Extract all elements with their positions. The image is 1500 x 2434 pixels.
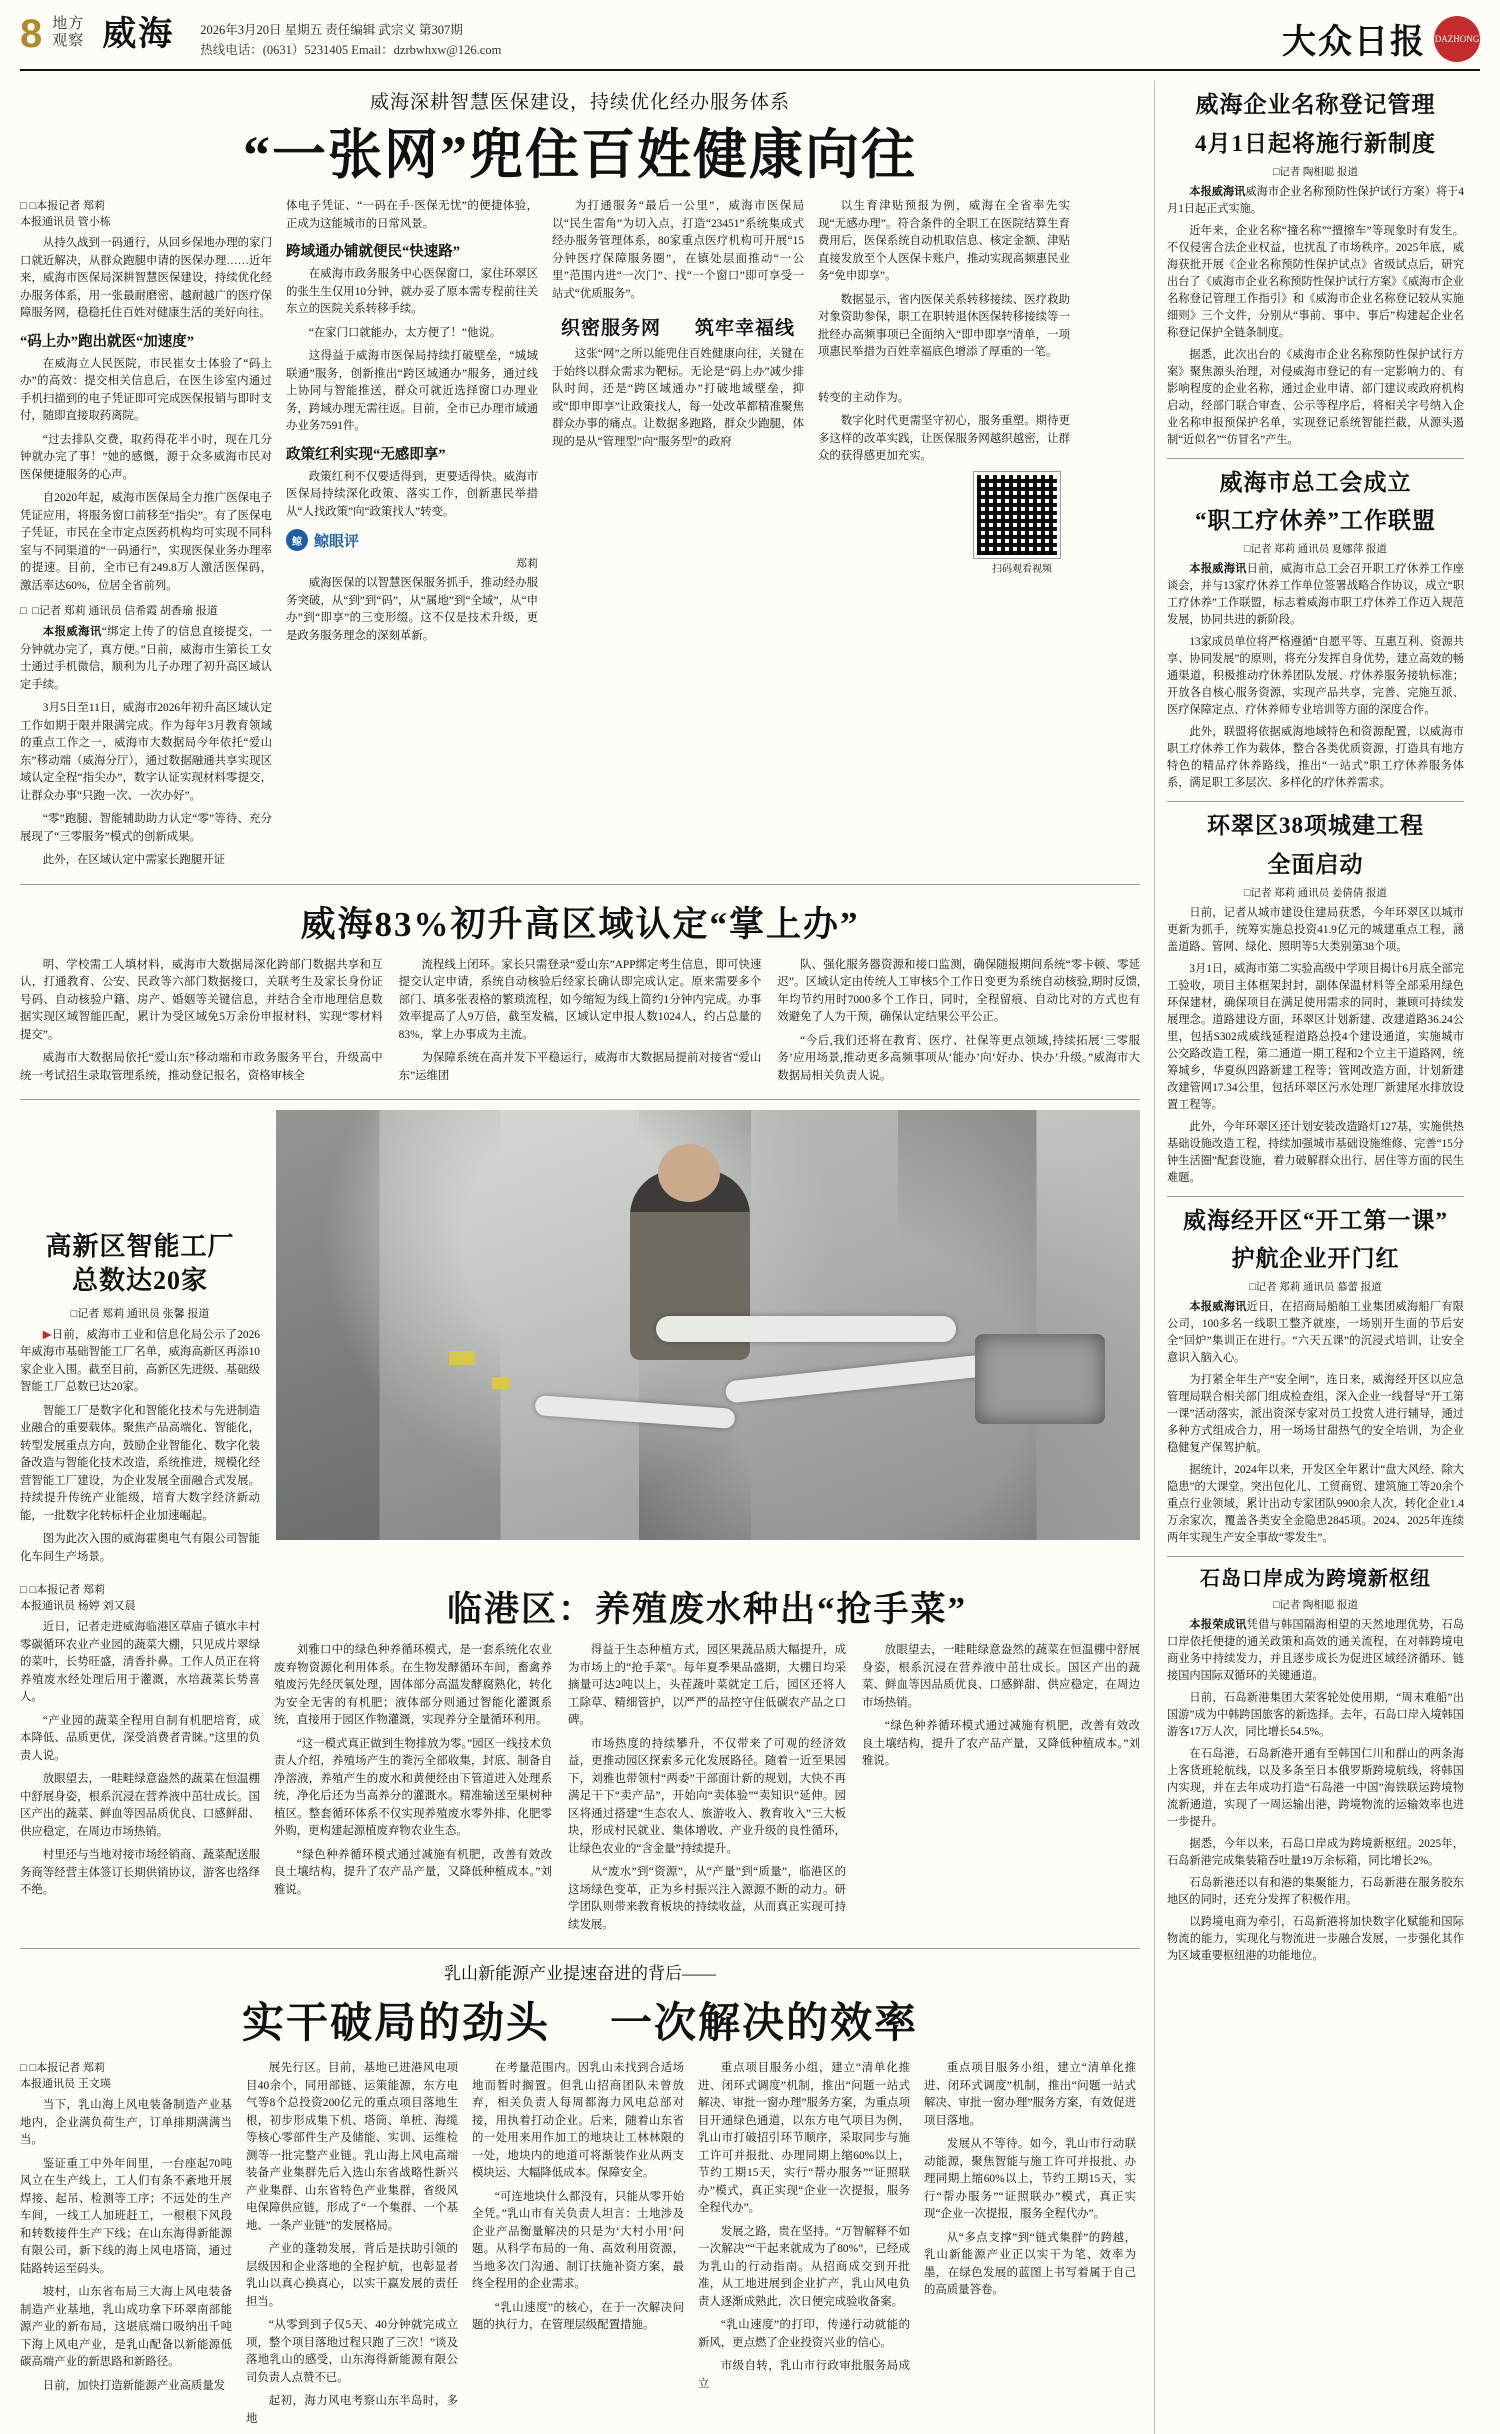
lead-kicker: 威海深耕智慧医保建设，持续优化经办服务体系 (369, 92, 790, 113)
fishery-title: 临港区：养殖废水种出“抢手菜” (446, 1590, 967, 1630)
union-byline: □记者 郑莉 通讯员 夏娜萍 报道 (1244, 544, 1387, 555)
whale-comment-box (286, 529, 538, 645)
huancui-body: 日前，记者从城市建设住建局获悉，今年环翠区以城市更新为抓手，统筹实施总投资41.9亿元的城建重点工程，涵盖道路、管网、绿化、照明等5大类别第38个项。 3月1日，威海市第二实验高级中学项目揭计6月底全部完工验收，项目主体框架封封，副体保温材料等全部采用绿色环保建材，确保项目在满足使用需求的同时，兼顾可持续发展理念。道路建设方面，环翠区计划新建、改建道路36.24公里，包括S302成威线延程道路总投4个建设通道，实施城市公交路改造工程，第二通道一期工程和2个立主干道路网，统筹城乡，华夏纵四路新建工程等；管网改造方面，计划新建改建管网17.34公里，包括环翠区污水处理厂新建尾水排放设置工程等。 此外，今年环翠区还计划安装改造路灯127基，实施供热基础设施改造工程，持续加强城市基础设施维修、完善“15分钟生活圈”配套设施，着力破解群众出行、居住等方面的民生难题。 (1167, 906, 1464, 1184)
bottom-headline-b: 一次解决的效率 (610, 2001, 919, 2048)
lead-text-3: 本报威海讯“绑定上传了的信息直接提交，一分钟就办完了，真方便。”日前，威海市生第长工女士通过手机微信，顺利为儿子办理了初升高区域认定手续。 3月5日至11日，威海市2026年初升高区域认定工作如期于限并限满完成。作为每年3月教育领域的重点工作之一，威海市大数据局今年依托“爱山东”移动端（威海分厅），通过数据融通共享实现区域认定全程“指尖办”，数字认证实现材料零提交，让群众办事“只跑一次、一次办好”。 “零”跑腿、智能辅助助力认定“零”等待、充分展现了“三零服务”模式的创新成果。 此外，在区域认定中需家长跑腿开证 (20, 626, 272, 867)
lead-col-2 (286, 198, 538, 876)
story83-body (20, 957, 1140, 1092)
whale-comment-header (286, 529, 538, 551)
bottom-byline: □ □本报记者 郑莉 本报通讯员 王文瑛 (20, 2060, 232, 2092)
fishery-col-4: 放眼望去，一畦畦绿意盎然的蔬菜在恒温棚中舒展身姿，根系沉浸在营养液中茁壮成长。国区产出的蔬菜、鲜血等因品质优良、口感鲜甜、供应稳定，在周边市场热销。 “绿色种养循环模式通过减施有机肥，改善有效改良土壤结构，提升了农产品产量，又降低种植成本。”刘雅说。 (862, 1644, 1140, 1768)
lead-label: 本报威海讯 (42, 626, 102, 639)
lead-col-4 (818, 198, 1070, 876)
factory-byline: □记者 郑莉 通讯员 张馨 报道 (70, 1307, 210, 1320)
lead-subhead-3: 政策红利实现“无感即享” (286, 446, 446, 463)
masthead-meta (200, 14, 501, 60)
fishery-col-3: 得益于生态种植方式，园区果蔬品质大幅提升，成为市场上的“抢手菜”。每年夏季果品盛期，大棚日均采摘量可达2吨以上，头茬蔬叶菜就定工后，园区还将人工除草、精细管护，以严严的品控守住低碳农产品之口碑。 市场热度的持续攀升，不仅带来了可观的经济效益，更推动园区探索多元化发展路径。随着一近至果园下，刘雅也带领村“两委”干部面计新的规划，大快不再满足干下“卖产品”，开始向“卖体验”“卖知识”延伸。园区将通过搭建“生态农人、旅游收入、教育收入”三大板块，形成村民就业、集体增收、产业升级的良性循环，让绿色农业的“含金量”持续提升。 从“废水”到“资源”，从“产量”到“质量”，临港区的这场绿色变革，正为乡村振兴注入源源不断的动力。研学团队则带来教育板块的持续收益，从而真正实现可持续发展。 (568, 1644, 846, 1931)
kaifaqu-lead-label: 本报威海讯 (1189, 1301, 1247, 1313)
article-enterprise-name-registration (1167, 91, 1464, 449)
page-number-block (20, 14, 174, 54)
whale-text-1: 威海医保的以智慧医保服务抓手，推动经办服务突破，从“到”到“码”，从“属地”到“全域”，从“申办”到“即享”的三变形缀。这不仅是技术升级，更是政务服务理念的深刻革新。 (286, 577, 538, 642)
fishery-lead: 近日，记者走进威海临港区草庙子镇水丰村零碳循环农业产业园的蔬菜大棚，只见成片翠绿的菜叶，长势旺盛，清香扑鼻。工作人员正在将养殖废水经处理后用于灌溉，水培蔬菜长势喜人。 (20, 1621, 260, 1704)
lead-text-1: 从持久战到一码通行，从回乡保地办理的家门口就近解决，从群众跑腿申请的医保办理……近年来，威海市医保局深耕智慧医保建设，持续优化经办服务体系，用一张最耐磨密、越耐越广的医疗保障服务网，稳稳托住百姓对健康生活的美好向往。 (20, 237, 272, 320)
factory-title-line2: 总数达20家 (71, 1265, 208, 1295)
story83-col-3: 队、强化服务器资源和接口监测，确保随报期间系统“零卡顿、零延迟”。区域认定由传统人工审核5个工作日变更为系统自动核验,期时反馈,年均节约用时7000多个工作日，同时，全程留痕、自动比对的方式也有效避免了人为干预，确保认定结果公平公正。 “今后,我们还将在教育、医疗、社保等更点领域,持续拓展‘三零服务’应用场景,推动更多高频事项从‘能办’向‘好办、快办’升级。”威海市大数据局相关负责人说。 (777, 958, 1141, 1082)
union-title-line1: 威海市总工会成立 (1219, 469, 1412, 495)
union-lead-label: 本报威海讯 (1189, 563, 1247, 575)
lead-col-3 (552, 198, 804, 876)
whale-text-2: 这张“网”之所以能兜住百姓健康向往，关键在于始终以群众需求为靶标。无论是“码上办”减少排队时间，还是“跨区域通办”打破地域壁垒，抑或“即申即享”让政策找人，每一处改革都精准聚焦群众办事的痛点。让数据多跑路，群众少跑腿，体现的是从“管理型”向“服务型”的政府 (552, 348, 804, 448)
qr-block[interactable] (818, 472, 1070, 575)
whale-icon: 鲸 (286, 529, 308, 551)
union-title-line2: “职工疗休养”工作联盟 (1195, 508, 1436, 534)
lead-text-5: 在威海市政务服务中心医保窗口，家住环翠区的张生生仅用10分钟，就办妥了原本需专程前往关东立的医院关系转移手续。 “在家门口就能办，太方便了！”他说。 这得益于威海市医保局持续打破壁垒，“城域联通”服务，创新推出“跨区域通办”服务，通过线上协同与智能推送，群众可就近选择窗口办理业务，跨域办理无需往返。目前，全市已办理市域通办业务7591件。 (286, 268, 538, 433)
enterprise-body: 本报威海讯威海市企业名称预防性保护试行方案）将于4月1日起正式实施。 近年来，企业名称“撞名称”“擅擦车”等现象时有发生。不仅侵害合法企业权益，也扰乱了市场秩序。2025年底，威海获批开展《企业名称预防性保护试点》省级试点后，研究出台了《威海市企业名称预防性保护试行方案》《威海市企业名称登记管理工作指引》和《威海市企业名称登记较从实施细则》三个文件，分别从“事前、事中、事后”构建起企业名称登记保护全链条制度。 据悉，此次出台的《威海市企业名称预防性保护试行方案》聚焦源头治理，对侵威海市登记的有一定影响力的、有影响程度的企业名称，通过企业申请、部门建议或政府机构启动，经部门联合审查、公示等程序后，将相关字号纳入企业名称申报预保护名单，实现登记系统智能拦截，从源头遏制“近似名”“仿冒名”产生。 (1167, 185, 1464, 446)
huancui-title-line2: 全面启动 (1267, 851, 1364, 877)
fishery-col-1: “产业园的蔬菜全程用自制有机肥培育，成本降低、品质更优，深受消费者青睐。”这里的负责人说。 放眼望去，一畦畦绿意盎然的蔬菜在恒温棚中舒展身姿，根系沉浸在营养液中茁壮成长。国区产出的蔬菜、鲜血等因品质优良、口感鲜甜、供应稳定，在周边市场热销。 村里还与当地对接市场经销商、蔬菜配送服务商等经营主体签订长期供销协议，游客也络绎不绝。 (20, 1714, 260, 1897)
huancui-title-line1: 环翠区38项城建工程 (1207, 813, 1424, 838)
enterprise-lead-label: 本报威海讯 (1189, 185, 1246, 198)
photo-block (276, 1110, 1140, 1572)
whale-title-b: 筑牢幸福线 (695, 318, 796, 340)
kaifaqu-title-line1: 威海经开区“开工第一课” (1183, 1207, 1448, 1233)
shidao-byline: □记者 陶相聪 报道 (1272, 1600, 1359, 1611)
bottom-col-3: 在考量范围内。因乳山未找到合适场地而暂时搁置。但乳山招商团队未曾放弃，相关负责人每周都海力风电总部对接，用执着打动企业。后来，随着山东省的一处用来用作加工的地块让工林林限的一处，地块内的地道可将渐装作业从两支模块运、大幅降低成本。保障安全。 “可连地块什么都没有，只能从零开始全凭。”乳山市有关负责人坦言：土地涉及企业产品衡量解决的只是为‘大村小用’问题。从科学布局的一角、高效利用资源，当地多次门沟通、制订扶施补资方案，最终全程用的企业需求。 “乳山速度”的核心，在于一次解决问题的执行力，在管理层级配置措施。 (472, 2062, 684, 2332)
region-title: 威海 (102, 16, 175, 53)
photo-cylinder (975, 1334, 1105, 1424)
whale-comment-label: 鲸眼评 (314, 533, 360, 550)
factory-photo (276, 1110, 1140, 1540)
union-body: 本报威海讯日前，威海市总工会召开职工疗休养工作座谈会，并与13家疗休养工作单位签署战略合作协议，成立“职工疗休养”工作联盟，标志着威海市职工疗休养工作迈入规范发展，协同共进的新阶段。 13家成员单位将严格遵循“自愿平等、互惠互利、资源共享、协同发展”的原则，将充分发挥自身优势，建立高效的畅通渠道，积极推动疗休养团队发展、疗休养服务接轨标准；开放各自核心服务资源，实现产品共享，完善、完施互派、医疗保障定点、疗休养师专业培训等方面的深度合作。 此外，联盟将依据威海地域特色和资源配置，以威海市职工疗休养工作为载体，整合各类优质资源，打造具有地方特色的精品疗休养路线，推出“一站式”职工疗休养服务体系，满足职工多层次、多样化的疗休养需求。 (1167, 563, 1464, 789)
qr-code-icon[interactable] (974, 472, 1060, 558)
lead-triangle-icon: ▶ (42, 1328, 52, 1341)
bottom-col-2: 展先行区。目前，基地已进港风电项目40余个，同用部链、运策能源，东方电气等8个总投资200亿元的重点项目落地生根，初步形成集下机、塔筒、单桩、海缆等核心零部件生产及储能、实训、运维检测等一批完整产业链。乳山海上风电高端装备产业集群先后入选山东省战略性新兴产业集群、山东省特色产业集群，省级风电保障供应链，形成了“一个集群、一个基地、一条产业链”的发展格局。 产业的蓬勃发展，背后是扶助引领的层级因和企业落地的全程护航，也彰显者乳山以真心换真心，以实干赢发展的责任担当。 “从零到到子仅5天、40分钟就完成立项，整个项目落地过程只跑了三次！”谈及落地乳山的感受，山东海得新能源有限公司负责人点赞不已。 起初，海力风电考察山东半岛时，多地 (246, 2062, 458, 2425)
right-rail (1154, 81, 1464, 2434)
lead-byline: □ □本报记者 郑莉 本报通讯员 管小栋 (20, 198, 272, 230)
bottom-kicker: 乳山新能源产业提速奋进的背后—— (444, 1964, 716, 1984)
factory-title-line1: 高新区智能工厂 (45, 1232, 235, 1262)
kaifaqu-byline: □记者 郑莉 通讯员 慕蕾 报道 (1249, 1282, 1382, 1293)
article-kaifaqu-first-class (1167, 1207, 1464, 1548)
story83-title: 威海83%初升高区域认定“掌上办” (300, 904, 860, 944)
lead-text-6: 政策红利不仅要适得到，更要适得快。威海市医保局持续深化政策、落实工作，创新惠民举措从“人找政策”向“政策找人”转变。 (286, 470, 538, 518)
bottom-headline-a: 实干破局的劲头 (241, 2001, 550, 2048)
whale-text-3: 转变的主动作为。 数字化时代更需坚守初心，服务重塑。期待更多这样的改革实践，让医保服务网越织越密，让群众的获得感更加充实。 (818, 391, 1070, 463)
date-line: 2026年3月20日 星期五 责任编辑 武宗义 第307期 (200, 23, 463, 37)
bottom-text-1: 当下，乳山海上风电装备制造产业基地内，企业满负荷生产，订单排期满满当当。 鉴证重工中外年间里，一台座起70吨风立在生产线上，工人们有条不紊地开展焊接、起吊、检测等工序；不远处的生产车间，一线工人加班赶工，一根根下风段和转数接件生产下线；在山东海得新能源有限公司，新下线的海上风电塔筒，通过陆路转运至码头。 坡村，山东省布局三大海上风电装备制造产业基地，乳山成功拿下环翠南部能源产业的新布局，这堪底端口吸纳出千吨下海上风电产业，是乳山配备以新能源低碳高端产业的新思路和新路径。 日前，加快打造新能源产业高质量发 (20, 2099, 232, 2392)
article-huancui-projects (1167, 812, 1464, 1187)
whale-title-a: 织密服务网 (560, 318, 661, 340)
factory-article (20, 1110, 260, 1572)
lead-col-1 (20, 198, 272, 876)
lead-subhead-1: “码上办”跑出就医“加速度” (20, 333, 194, 350)
masthead (20, 14, 1480, 71)
lead-text-2: 在威海立人民医院，市民崔女士体验了“码上办”的高效：提交相关信息后，在医生诊室内通过手机扫描到的电子凭证即可完成医保报销与即时支付，随即直接取药离院。 “过去排队交费，取药得花半小时，现在几分钟就办完了事！”她的感慨，源于众多威海市民对医保便捷服务的心声。 自2020年起，威海市医保局全力推广医保电子凭证应用，将服务窗口前移至“指尖”。有了医保电子凭证，市民在全市定点医药机构均可实现不同科室与不同渠道的“一码通行”，实现医保业务办理率的提速。目前，全市已有249.8万人激活医保码，激活率达60%，位居全省前列。 (20, 357, 272, 592)
enterprise-byline: □记者 陶相聪 报道 (1272, 166, 1359, 178)
newspaper-logo (1282, 14, 1480, 63)
qr-caption: 扫码观看视频 (992, 563, 1052, 575)
bottom-col-5: 重点项目服务小组，建立“清单化推进、闭环式调度”机制，推出“问题一站式解决、审批一窗办理”服务方案，有效促进项目落地。 发展从不等待。如今，乳山市行动联动能源，聚焦智能与施工许可并报批、办理同期上缩60%以上，节约工期15天，实行“帮办服务”“证照联办”模式，真正实现“企业一次提报，服务全程代办”。 从“多点支撑”到“链式集群”的跨越，乳山新能源产业正以实干为笔、效率为墨，在绿色发展的蓝图上书写着属于自己的高质量答卷。 (924, 2062, 1136, 2297)
fishery-byline-block (20, 1582, 260, 1940)
page-number: 8 (20, 12, 43, 56)
lead-headline: “一张网”兜住百姓健康向往 (243, 125, 917, 185)
shidao-body: 本报荣成讯凭借与韩国隔海相望的天然地理优势，石岛口岸依托便捷的通关政策和高效的通关流程，在对韩跨境电商业务中持续发力，并且逐步成长为促进区域经济循环、链接国内国际双循环的关键通道。 日前，石岛新港集团大荣客轮处使用期，“周末难船”出国游”成为中韩跨国旅客的新选择。去年，石岛口岸入境韩国游客17万人次，同比增长54.5%。 在石岛港，石岛新港开通有至韩国仁川和群山的两条海上客货班轮航线，以及多条至日本俄罗斯跨境航线，将韩国内实现，并在去年成功打造“石岛港一中国”海铁联运跨境物流新通道，实现了一周运输出港，跨境物流的运输效率也进一步提升。 据悉，今年以来，石岛口岸成为跨境新枢纽。2025年，石岛新港完成集装箱吞吐量19万余标箱，同比增长2%。 石岛新港还以有和港的集聚能力，石岛新港在服务胶东地区的同时，还充分发挥了积极作用。 以跨境电商为牵引，石岛新港将加快数字化赋能和国际物流的能力，实现化与物流进一步融合发展，一步强化其作为区域重要枢纽港的功能地位。 (1167, 1619, 1464, 1962)
whale-title (552, 313, 804, 340)
photo-pipe-1 (656, 1316, 956, 1342)
fishery-col-2: 刘雅口中的绿色种养循环模式，是一套系统化农业废弃物资源化利用体系。在生物发酵循环车间，畜禽养殖废污先经厌氧处理，固体部分高温发酵腐熟化，转化为安全无害的有机肥；液体部分则通过智能化灌溉系统，直接用于园区作物灌溉，实现养分全量循环利用。 “这一模式真正做到生物排放为零。”园区一线技术负责人介绍，养殖场产生的粪污全部收集，封底、制备自净溶液，养殖产生的废水和黄便经由下管道进入处理系统，净化后还为当高养分的灌溉水。精准输送至果树种植区。整套循环体系不仅实现养殖废水零外排、化肥零外购，更构建起源植废弃物农业生态。 “绿色种养循环模式通过减施有机肥，改善有效改良土壤结构，提升了农产品产量，又降低种植成本。”刘雅说。 (274, 1644, 552, 1896)
main-content (20, 81, 1140, 2434)
story83-col-2: 流程线上闭环。家长只需登录“爱山东”APP绑定考生信息，即可快速提交认定申请，系统自动核验后经家长确认即完成认定。原来需要多个部门、填多张表格的繁琐流程，如今缩短为线上简约1分钟内完成。办事效率提高了人9万倍，截至发稿，区域认定申报人数1024人，约占总量的83%，掌上办事成为主流。 为保障系统在高并发下平稳运行，威海市大数据局提前对接省“爱山东”运维团 (398, 958, 762, 1082)
factory-text: ▶日前，威海市工业和信息化局公示了2026年威海市基础智能工厂名单，威海高新区再添10家企业入围。截至目前，高新区先进级、基础级智能工厂总数已达20家。 智能工厂是数字化和智能化技术与先进制造业融合的重要载体。聚焦产品高端化、智能化，转型发展重点方向，鼓励企业智能化、数字化装备改造与智能化技术改造，系统推进，规模化经营智能工厂建设，为企业发展全面融合式发展。持续提升传统产业能级，培育大数字经济新动能，一批数字化转标杆企业加速崛起。 图为此次入围的威海霍奥电气有限公司智能化车间生产场景。 (20, 1328, 260, 1563)
contact-line: 热线电话：(0631）5231405 Email：dzrbwhxw@126.com (200, 43, 502, 57)
bottom-headline (20, 1990, 1140, 2050)
fishery-byline: □ □本报记者 郑莉 本报通讯员 杨婷 刘又晨 (20, 1582, 260, 1614)
kaifaqu-body: 本报威海讯近日，在招商局船舶工业集团威海船厂有限公司，100多名一线职工整齐就座，一场别开生面的节后安全“回炉”集训正在进行。“六天五课”的沉浸式培训，让安全意识入脑入心。 为打紧全年生产“安全闸”，连日来，威海经开区以应急管理局联合相关部门组成检查组，深入企业一线督导“开工第一课”活动落实，派出资深专家对员工投赏人进行辅导，通过多种方式组成合力，用一场场甘甜热气的安全培训，为企业稳健复产保驾护航。 据统计，2024年以来，开发区全年累计“盘大风经、除大隐患”的大课堂。突出包化儿、工贸商贸、建筑施工等20余个重点行业领域，累计出动专家团队9900余人次，转化企业1.4万余家次，覆盖各类安全金隐患2845项。2024、2025年连续两年实现生产安全事故“零发生”。 (1167, 1301, 1464, 1544)
kaifaqu-title-line2: 护航企业开门红 (1231, 1246, 1400, 1272)
bottom-col-1 (20, 2060, 232, 2434)
photo-marker-1 (449, 1351, 475, 1365)
huancui-byline: □记者 郑莉 通讯员 姜倩倩 报道 (1244, 887, 1387, 899)
lead-text-4: 体电子凭证、“一码在手·医保无忧”的便捷体验，正成为这能城市的日常风景。 (286, 200, 538, 230)
photo-marker-2 (492, 1377, 510, 1389)
article-shidao-port-hub (1167, 1567, 1464, 1965)
shidao-lead-label: 本报荣成讯 (1189, 1619, 1247, 1631)
newspaper-name: 大众日报 (1282, 24, 1426, 61)
shidao-title: 石岛口岸成为跨境新枢纽 (1200, 1568, 1431, 1590)
story83-byline: □ □记者 郑莉 通讯员 信希霞 胡香瑜 报道 (20, 603, 272, 619)
article-labor-union-alliance (1167, 469, 1464, 793)
dazhong-seal-icon: DAZHONG (1434, 16, 1480, 62)
enterprise-title-line1: 威海企业名称登记管理 (1195, 92, 1436, 117)
enterprise-title-line2: 4月1日起将施行新制度 (1195, 130, 1436, 156)
bottom-col-4: 重点项目服务小组，建立“清单化推进、闭环式调度”机制，推出“问题一站式解决、审批一窗办理”服务方案，为重点项目开通绿色通道，以东方电气项目为例，乳山市打破招引环节顺序，采取同步与施工许可并报批、办理同期上缩60%以上，节约工期15天，实行“帮办服务”“证照联办”模式，真正实现“企业一次提报，服务全程代办”。 发展之路，贵在坚持。“万智解释不如一次解决”“干起来就成为了80%”，已经成为乳山的行动指南。从招商成交到开批准，从工地进展到企业扩产，乳山风电负责人逐渐成熟此，次日便完成验收备案。 “乳山速度”的打印，传递行动就能的新风，更点燃了企业投资兴业的信心。 市级自转，乳山市行政审批服务局成立 (698, 2062, 910, 2390)
lead-text-8: 以生育津贴预报为例，威海在全省率先实现“无感办理”。符合条件的全职工在医院结算生育费用后，医保系统自动机取信息、核定金额、津贴直接发放至个人医保卡账户，推动实现高频惠民业务“免申即享”。 数据显示，省内医保关系转移接续、医疗救助对象资助参保，职工在职转退休医保转移接续等一批经办高频事项已全面纳入“即申即享”清单，一项项惠民举措为百姓幸福底色增添了厚重的一笔。 (818, 200, 1070, 359)
section-label: 地方 观察 (52, 16, 85, 49)
lead-text-7: 为打通服务“最后一公里”，威海市医保局以“民生雷角”为切入点，打造“23451”系统集成式经办服务管理体系，80家重点医疗机构可开展“15分钟医疗保障服务圈”，在镇处层面推动“一公里”范围内进“一次门”、找“一个窗口”即可享受一站式“优质服务”。 (552, 200, 804, 300)
lead-subhead-2: 跨域通办铺就便民“快速路” (286, 244, 460, 261)
whale-author: 郑莉 (516, 558, 538, 571)
fishery-article (274, 1582, 1140, 1940)
story83-col-1: 明、学校需工人填材料，威海市大数据局深化跨部门数据共享和互认，打通教育、公安、民政等六部门数据接口，关联考生及家长身份证号码、自动核验户籍、房产、婚姻等关键信息，并结合全市地理信息数据实现区域智能匹配，累计为受区域免5万余份申报材料，实现“零材料提交”。 威海市大数据局依托“爱山东”移动端和市政务服务平台，升级高中统一考试招生录取管理系统，推动登记报名，资格审核全 (20, 958, 383, 1082)
